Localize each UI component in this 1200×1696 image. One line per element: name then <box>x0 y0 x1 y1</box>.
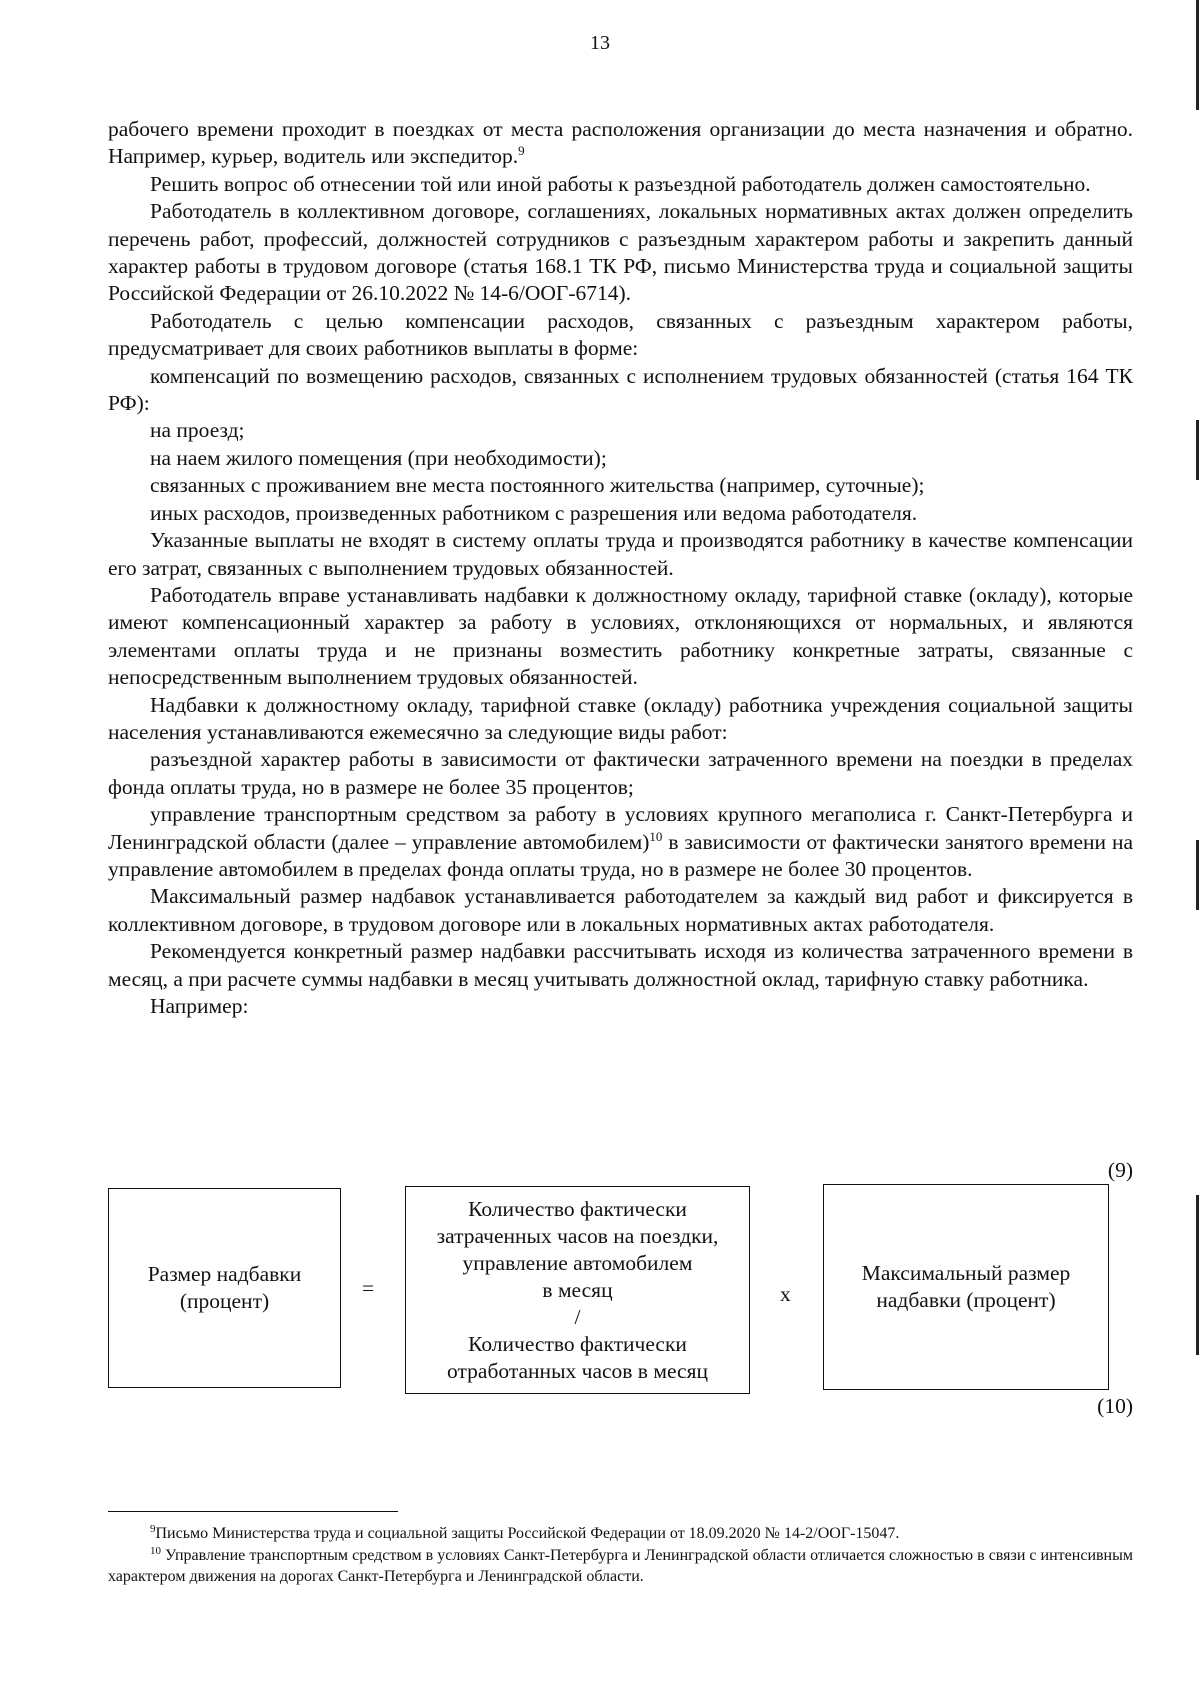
formula <box>108 1158 1133 1418</box>
equation-number-bottom: (10) <box>1097 1394 1133 1418</box>
paragraph: Надбавки к должностному окладу, тарифной ставке (окладу) работника учреждения социальной защиты населения устанавливаются ежемесячно за следующие виды работ: <box>108 692 1133 744</box>
equation-number-top: (9) <box>1107 1158 1133 1182</box>
paragraph: Максимальный размер надбавок устанавливается работодателем за каждый вид работ и фиксируется в коллективном договоре, в трудовом договоре или в локальных нормативных актах работодателя. <box>108 884 1133 936</box>
paragraph: Например: <box>150 994 249 1018</box>
paragraph: разъездной характер работы в зависимости от фактически затраченного времени на поездки в пределах фонда оплаты труда, но в размере не более 35 процентов; <box>108 747 1133 799</box>
scan-edge-artifact <box>1194 0 1200 1696</box>
list-item: на наем жилого помещения (при необходимости); <box>150 445 607 470</box>
footnote: $^9$Письмо Министерства труда и социальной защиты Российской Федерации от 18.09.2020 № 14-2/ООГ-15047. <box>150 1523 900 1542</box>
footnote-ref: 9 <box>518 143 525 159</box>
footnote-ref: 10 <box>649 828 663 844</box>
footnotes <box>108 1523 1133 1588</box>
list-item: иных расходов, произведенных работником с разрешения или ведома работодателя. <box>150 500 918 525</box>
list-item: связанных с проживанием вне места постоянного жительства (например, суточные); <box>150 473 925 498</box>
paragraph: Работодатель в коллективном договоре, соглашениях, локальных нормативных актах должен определить перечень работ, профессий, должностей сотрудников с разъездным характером работы и закрепить данный характер работы в трудовом договоре (статья 168.1 ТК РФ, письмо Министерства труда и социальной защиты Российской Федерации от 26.10.2022 № 14-6/ООГ-6714). <box>108 199 1133 306</box>
paragraph: Работодатель вправе устанавливать надбавки к должностному окладу, тарифной ставке (окладу), которые имеют компенсационный характер за работу в условиях, отклоняющихся от нормальных, и являются элементами оплаты труда и не признаны возместить работнику конкретные затраты, связанные с непосредственным выполнением трудовых обязанностей. <box>108 582 1133 690</box>
paragraph: компенсаций по возмещению расходов, связанных с исполнением трудовых обязанностей (статья 164 ТК РФ): <box>108 363 1133 416</box>
paragraph: Работодатель с целью компенсации расходов, связанных с разъездным характером работы, предусматривает для своих работников выплаты в форме: <box>108 308 1133 361</box>
footnote-divider <box>108 1511 398 1512</box>
paragraph: Рекомендуется конкретный размер надбавки рассчитывать исходя из количества затраченного времени в месяц, а при расчете суммы надбавки в месяц учитывать должностной оклад, тарифную ставку работника. <box>108 939 1133 991</box>
body-text <box>108 116 1133 1020</box>
footnote: $^{10}$ Управление транспортным средством в условиях Санкт-Петербурга и Ленинградской области отличается сложностью в связи с интенсивным характером движения на дорогах Санкт-Петербурга и Ленинградской области. <box>108 1545 1133 1585</box>
equals-sign: = <box>362 1276 375 1300</box>
list-item: на проезд; <box>150 418 245 443</box>
multiply-sign: х <box>780 1282 791 1306</box>
formula-middle-box: Количество фактически затраченных часов на поездки, управление автомобилем в месяц / Количество фактически отработанных часов в месяц <box>405 1186 750 1394</box>
page-number: 13 <box>590 32 610 54</box>
paragraph: управление транспортным средством за работу в условиях крупного мегаполиса г. Санкт-Петербурга и Ленинградской области (далее – управление автомобилем)$^{10}$ в зависимости от фактически занятого времени на управление автомобилем в пределах фонда оплаты труда, но в размере не более 30 процентов. <box>108 802 1133 881</box>
paragraph: рабочего времени проходит в поездках от места расположения организации до места назначения и обратно. Например, курьер, водитель или экспедитор.$^9$ <box>108 117 1133 169</box>
formula-right-box: Максимальный размер надбавки (процент) <box>823 1184 1109 1390</box>
formula-left-box: Размер надбавки (процент) <box>108 1188 341 1388</box>
paragraph: Указанные выплаты не входят в систему оплаты труда и производятся работнику в качестве компенсации его затрат, связанных с выполнением трудовых обязанностей. <box>108 528 1133 580</box>
paragraph: Решить вопрос об отнесении той или иной работы к разъездной работодатель должен самостоятельно. <box>150 171 1091 196</box>
